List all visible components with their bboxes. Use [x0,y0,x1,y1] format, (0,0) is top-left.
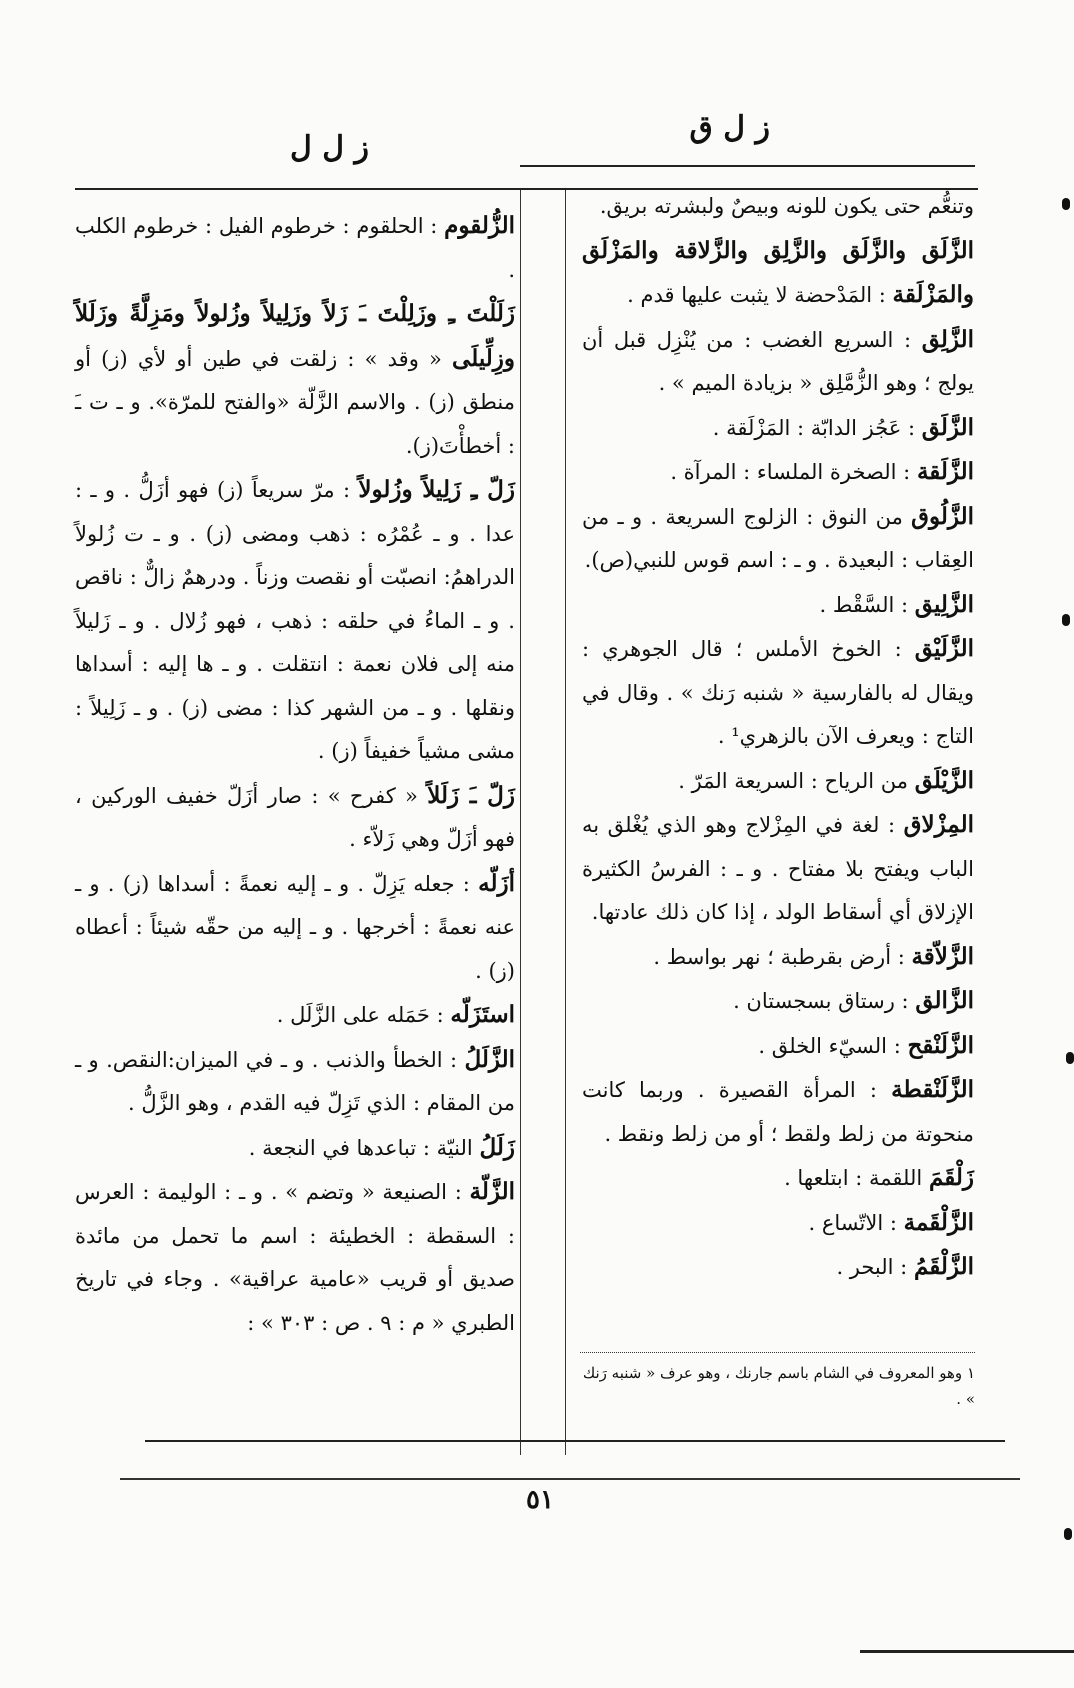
headword: الزَّلَنْقح [907,1031,974,1059]
definition: : مرّ سريعاً (ز) فهو أزَلُّ . و ـ : عدا . و ـ عُمْرُه : ذهب ومضى (ز) . و ـ ت زُلولاً الدراهمُ: انصبّت أو نقصت وزناً . ودرهمٌ زالٌّ : ناقص . و ـ الماءُ في حلقه : ذهب ، فهو زُلال . و ـ زَليلاً منه إلى فلان نعمة : انتقلت . و ـ ها إليه : أسداها ونقلها . و ـ من الشهر كذا : مضى (ز) . و ـ زَلِيلاً : مشى مشياً خفيفاً (ز) . [75,478,515,763]
dictionary-entry [75,1038,515,1126]
dictionary-entry [582,979,974,1024]
dictionary-entry [75,862,515,994]
bottom-rule [145,1440,1005,1442]
headword: الزَّلَنْقطة [891,1076,974,1103]
headword: زَلَلْتَ ـِ وزَلِلْتَ ـَ زَلاً وزَلِيلاً وزُلولاً ومَزِلَّةً وزَلَلاً وزِلِّيلَى [75,300,515,372]
definition: : عَجُز الدابّة : المَزْلَقة . [712,415,916,440]
headword: زَلْقَمَ [928,1164,974,1191]
definition: : الصنيعة « وتضم » . و ـ : الوليمة : العرس : السقطة : الخطيئة : اسم ما تحمل من مائدة صديق أو قريب «عامية عراقية» . وجاء في تاريخ الطبري « م : ٩ . ص : ٣٠٣ » : [75,1180,515,1335]
scan-edge-line [860,1650,1074,1653]
scan-mark [1062,198,1070,210]
headword: أزَلّه [478,869,515,897]
definition: النيّة : تباعدها في النجعة . [248,1135,473,1160]
definition: : أرض بقرطبة ؛ نهر بواسط . [653,944,905,969]
dictionary-entry [582,450,974,495]
headword: الزَّلِيق [914,590,974,618]
definition: من النوق : الزلوج السريعة . و ـ من العِقاب : البعيدة . و ـ : اسم قوس للنبي(ص). [582,504,974,572]
dictionary-entry [582,935,974,980]
definition: : السَّقْط . [819,592,909,617]
definition: من الرياح : السريعة المَرّ . [678,768,909,793]
dictionary-entry [75,204,515,292]
bottom-rule [120,1478,1020,1480]
dictionary-entry [582,1024,974,1069]
headword: زَلَلُ [479,1133,515,1161]
dictionary-entry [582,627,974,759]
headword: الزَّالق [915,987,974,1014]
footnote-separator [580,1352,975,1353]
headword: الزَّلُوق [911,502,974,530]
dictionary-entry [75,1170,515,1345]
dictionary-entry [582,759,974,804]
headword: الزَّيْلَق [914,766,974,794]
dictionary-entry [75,292,515,468]
definition: : السيّء الخلق . [758,1033,901,1058]
headword: الزَّلَق والزَّلَق والزَّلِق والزَّلاقة والمَزْلَق والمَزْلَقة [582,236,974,308]
definition: : الحلقوم : خرطوم الفيل : خرطوم الكلب . [75,214,515,282]
definition: : البحر . [836,1255,908,1279]
headword: زَلّ ـَ زَلَلاً [427,781,515,809]
headword: الزَّلاّقة [911,942,974,970]
headword: زَلّ ـِ زَلِيلاً وزُلولاً [358,476,516,503]
scan-mark [1064,1528,1072,1540]
headword: الزَّلَقة [916,458,974,485]
definition: « وقد » : زلقت في طين أو لأي (ز) أو منطق (ز) . والاسم الزَّلّة «والفتح للمرّة». و ـ ت ـَ : أخطأْتَ(ز). [75,346,515,458]
definition: : الاتّساع . [808,1210,897,1235]
dictionary-entry [582,318,974,406]
definition: : الخطأ والذنب . و ـ في الميزان:النقص. و ـ من المقام : الذي تَزِلّ فيه القدم ، وهو الزَّلُّ . [75,1047,515,1115]
headword: استَزَلّه [450,1001,515,1028]
dictionary-entry [582,1068,974,1156]
dictionary-entry [75,1126,515,1171]
dictionary-entry [582,1201,974,1246]
right-column-title: ز ل ق [689,110,770,145]
dictionary-entry [582,1245,974,1290]
dictionary-entry [582,406,974,451]
definition: اللقمة : ابتلعها . [784,1166,923,1190]
definition: وتنعُّم حتى يكون للونه وبيصٌ ولبشرته بريق. [599,194,974,218]
dictionary-entry [75,993,515,1038]
left-column-title: ز ل ل [290,130,369,165]
column-divider [565,190,566,1455]
dictionary-entry [582,229,974,318]
headword: الزَّلْقَمة [903,1208,974,1236]
footnote: ١ وهو المعروف في الشام باسم جارنك ، وهو عرف « شنبه رَنك » . [582,1364,975,1408]
definition: « كفرح » : صار أزَلّ خفيف الوركين ، فهو أزَلّ وهي زَلاّء . [75,783,515,851]
scan-mark [1062,614,1070,626]
headword: الزَّلَلُ [464,1045,515,1073]
definition: : الصخرة الملساء : المرآة . [670,460,911,484]
page-number: ٥١ [526,1485,554,1515]
definition: : السريع الغضب : من يُنْزِل قبل أن يولج ؛ وهو الزُّمَّلِق « بزيادة الميم » . [582,327,974,395]
definition: : لغة في المِزْلاج وهو الذي يُغْلق به الباب ويفتح بلا مفتاح . و ـ : الفرسُ الكثيرة الإزلاق أي أسقاط الولد ، إذا كان ذلك عادتها. [582,813,974,924]
definition: : الخوخ الأملس ؛ قال الجوهري : ويقال له بالفارسية « شنبه رَنك » . وقال في التاج : ويعرف الآن بالزهري¹ . [582,637,974,748]
dictionary-entry [582,1156,974,1201]
headword: الزَّلّة [469,1178,515,1205]
dictionary-entry [582,184,974,229]
left-column [75,204,515,1345]
dictionary-entry [582,583,974,628]
headword: الزُّلقوم [444,212,515,239]
definition: : المَدْحضة لا يثبت عليها قدم . [627,283,886,307]
headword: المِزْلاق [903,811,974,838]
definition: : المرأة القصيرة . وربما كانت منحوتة من زلط ولقط ؛ أو من زلط ونقط . [582,1078,974,1146]
header-rule [520,165,975,167]
dictionary-entry [582,495,974,583]
dictionary-entry [582,803,974,935]
right-column [582,184,974,1290]
headword: الزَّلِق [921,325,974,353]
definition: : حَمَله على الزَّلَل . [276,1003,444,1027]
definition: : رستاق بسجستان . [733,989,909,1013]
page-header [120,100,1000,165]
headword: الزَّلْقَمُ [913,1253,974,1280]
headword: الزَّلَيْق [914,635,974,662]
scan-mark [1066,1052,1074,1064]
headword: الزَّلَق [921,413,974,441]
column-divider [520,190,521,1455]
definition: : جعله يَزِلّ . و ـ إليه نعمةً : أسداها (ز) . و ـ عنه نعمةً : أخرجها . و ـ إليه من حقّه شيئاً : أعطاه (ز) . [75,871,515,983]
dictionary-entry [75,468,515,774]
dictionary-entry [75,774,515,862]
